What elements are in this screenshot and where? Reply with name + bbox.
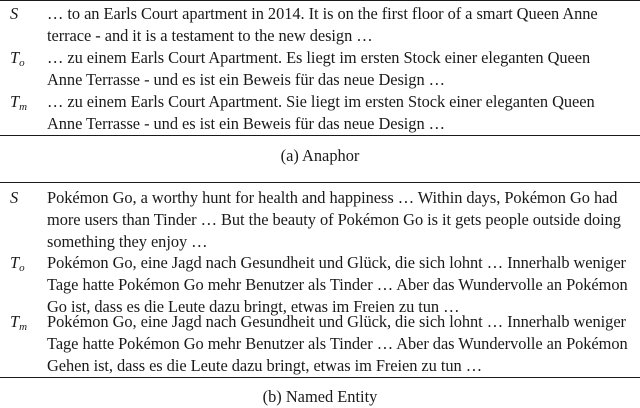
table-a-bottom-rule	[0, 135, 640, 136]
table-b-top-rule	[0, 182, 640, 183]
row-text: Pokémon Go, eine Jagd nach Gesundheit und Glück, die sich lohnt … Innerhalb weniger Tage hatte Pokémon Go mehr Benutzer als Tinder … Aber das Wundervolle an Pokémon Gehen ist, dass es die Leute dazu bringt, etwas im Freien zu tun …	[47, 312, 628, 375]
row-text: Pokémon Go, a worthy hunt for health and happiness … Within days, Pokémon Go had more users than Tinder … But the beauty of Pokémon Go is it gets people outside doing something they enjoy …	[47, 188, 621, 251]
row-label: S	[10, 188, 19, 207]
row-label: $T_m$	[10, 312, 28, 333]
table-b-bottom-rule	[0, 377, 640, 378]
caption-named-entity: (b) Named Entity	[262, 387, 378, 406]
caption-anaphor: (a) Anaphor	[280, 146, 360, 165]
row-label: $T_m$	[10, 92, 28, 113]
row-text: … zu einem Earls Court Apartment. Es liegt im ersten Stock einer eleganten Queen Anne Terrasse - und es ist ein Beweis für das neue Design …	[47, 48, 591, 89]
row-text: … to an Earls Court apartment in 2014. It is on the first floor of a smart Queen Anne terrace - and it is a testament to the new design …	[47, 4, 598, 45]
row-label: S	[10, 4, 19, 23]
row-label: $T_o$	[10, 48, 25, 69]
row-text: … zu einem Earls Court Apartment. Sie liegt im ersten Stock einer eleganten Queen Anne Terrasse - und es ist ein Beweis für das neue Design …	[47, 92, 595, 133]
table-a-top-rule	[0, 0, 640, 1]
row-label: $T_o$	[10, 253, 25, 274]
row-text: Pokémon Go, eine Jagd nach Gesundheit und Glück, die sich lohnt … Innerhalb weniger Tage hatte Pokémon Go mehr Benutzer als Tinder … Aber das Wundervolle an Pokémon Go ist, dass es die Leute dazu bringt, etwas im Freien zu tun …	[47, 253, 628, 316]
